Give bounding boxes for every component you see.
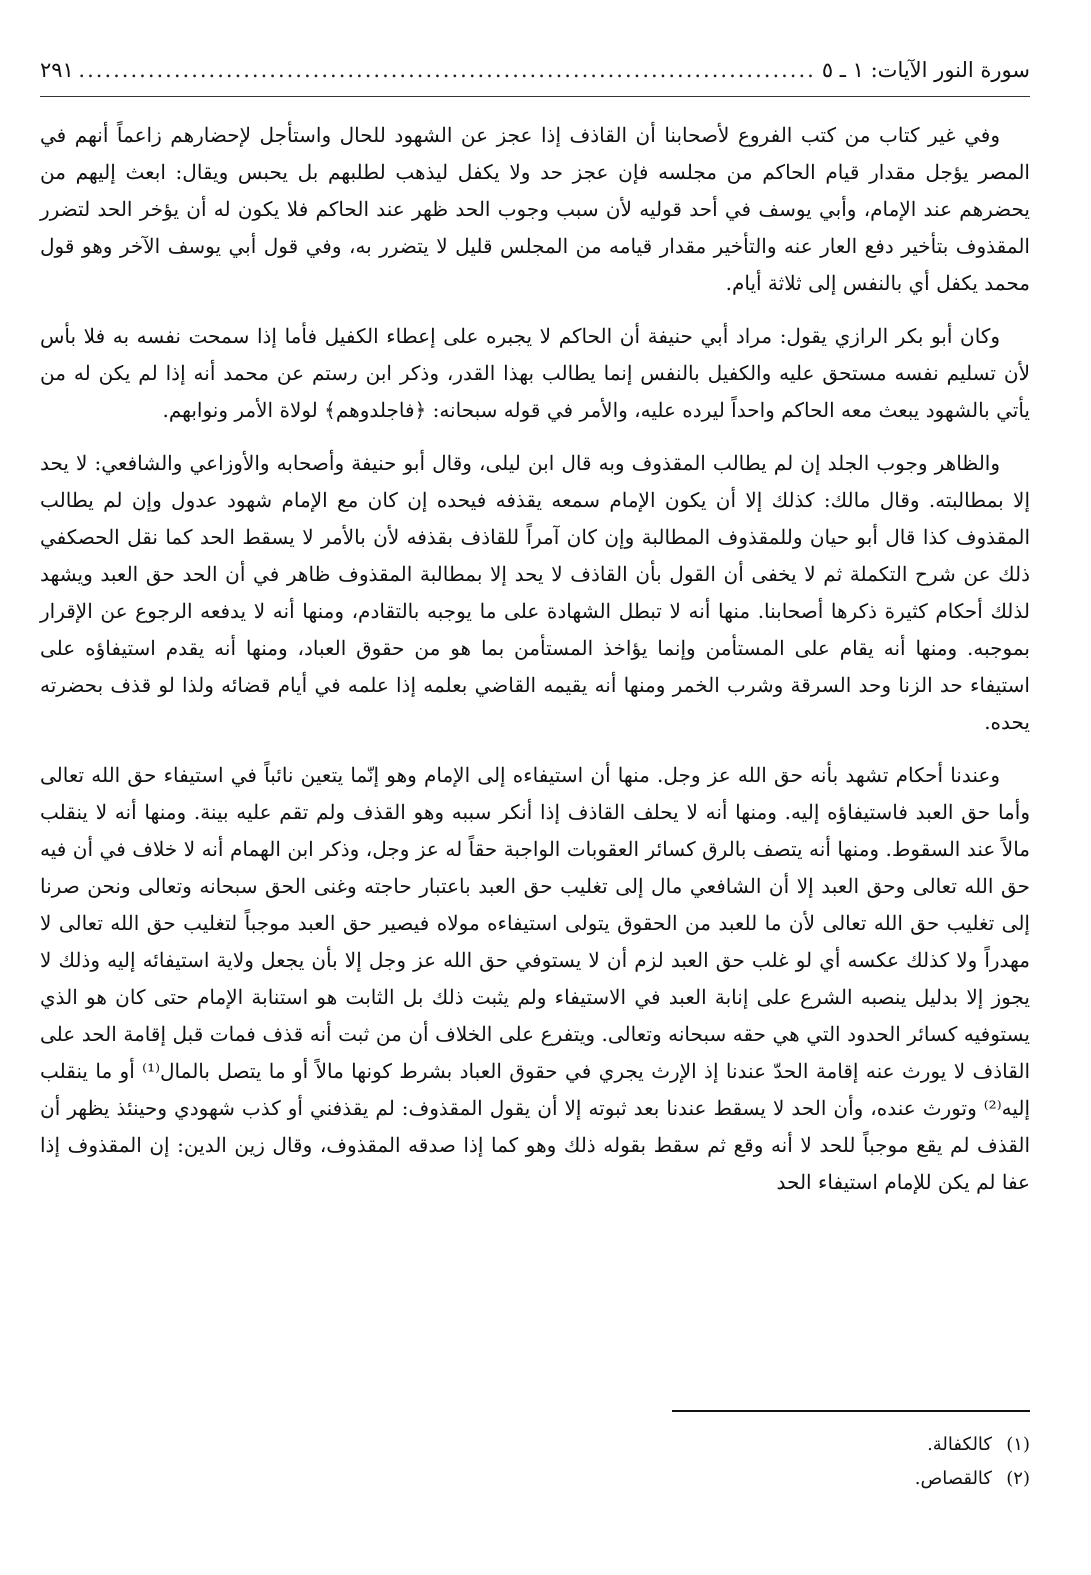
running-header: [40, 58, 1030, 97]
footnote-divider: [672, 1410, 1030, 1412]
footnote-1: [430, 1428, 1030, 1462]
footnote-2-number: (٢): [1006, 1468, 1030, 1489]
main-text: [40, 117, 1030, 1201]
page-number: ٢٩١: [40, 58, 74, 82]
paragraph-4: وعندنا أحكام تشهد بأنه حق الله عز وجل. منها أن استيفاءه إلى الإمام وهو إنّما يتعين نائباً في استيفاء حق الله تعالى وأما حق العبد فاستيفاؤه إليه. ومنها أنه لا يحلف القاذف إذا أنكر سببه وهو القذف ولم تقم عليه بينة. ومنها أنه لا ينقلب مالاً عند السقوط. ومنها أنه يتصف بالرق كسائر العقوبات الواجبة حقاً له عز وجل، وذكر ابن الهمام أنه لا خلاف في أن فيه حق الله تعالى وحق العبد إلا أن الشافعي مال إلى تغليب حق العبد باعتبار حاجته وغنى الحق سبحانه وتعالى ونحن صرنا إلى تغليب حق الله تعالى لأن ما للعبد من الحقوق يتولى استيفاءه مولاه فيصير حق العبد موجباً لتغليب حق الله تعالى لا مهدراً ولا كذلك عكسه أي لو غلب حق العبد لزم أن لا يستوفي حق الله عز وجل إلا بأن يجعل ولاية استيفائه إليه وذلك لا يجوز إلا بدليل ينصبه الشرع على إنابة العبد في الاستيفاء ولم يثبت ذلك بل الثابت هو استنابة الإمام حتى كان هو الذي يستوفيه كسائر الحدود التي هي حقه سبحانه وتعالى. ويتفرع على الخلاف أن من ثبت أنه قذف فمات قبل إقامة الحد على القاذف لا يورث عنه إقامة الحدّ عندنا إذ الإرث يجري في حقوق العباد بشرط كونها مالاً أو ما يتصل بالمال⁽¹⁾ أو ما ينقلب إليه⁽²⁾ وتورث عنده، وأن الحد لا يسقط عندنا بعد ثبوته إلا أن يقول المقذوف: لم يقذفني أو كذب شهودي وحينئذ يظهر أن القذف لم يقع موجباً للحد لا أنه وقع ثم سقط بقوله ذلك وهو كما إذا صدقه المقذوف، وقال زين الدين: إن المقذوف إذا عفا لم يكن للإمام استيفاء الحد: [40, 763, 1031, 1194]
paragraph-1: وفي غير كتاب من كتب الفروع لأصحابنا أن القاذف إذا عجز عن الشهود للحال واستأجل لإحضارهم زاعماً أنهم في المصر يؤجل مقدار قيام الحاكم من مجلسه فإن عجز حد ولا يكفل ليذهب لطلبهم بل يحبس ويقال: ابعث إليهم من يحضرهم عند الإمام، وأبي يوسف في أحد قوليه لأن سبب وجوب الحد ظهر عند الحاكم فلا يكون له أن يؤخر الحد لتضرر المقذوف بتأخير دفع العار عنه والتأخير مقدار قيامه من المجلس قليل لا يتضرر به، وفي قول أبي يوسف الآخر وهو قول محمد يكفل أي بالنفس إلى ثلاثة أيام.: [40, 123, 1030, 295]
header-leader-dots: [80, 58, 816, 83]
footnote-1-text: كالكفالة.: [927, 1434, 992, 1455]
footnotes: [430, 1428, 1030, 1496]
paragraph-2: وكان أبو بكر الرازي يقول: مراد أبي حنيفة أن الحاكم لا يجبره على إعطاء الكفيل فأما إذا سمحت نفسه به فلا بأس لأن تسليم نفسه مستحق عليه والكفيل بالنفس إنما يطالب بهذا القدر، وذكر ابن رستم عن محمد أنه إذا لم يكن له من يأتي بالشهود يبعث معه الحاكم واحداً ليرده عليه، والأمر في قوله سبحانه: ﴿فاجلدوهم﴾ لولاة الأمر ونوابهم.: [40, 324, 1030, 422]
header-title: سورة النور الآيات: ١ ـ ٥: [821, 58, 1030, 82]
footnote-2-text: كالقصاص.: [914, 1468, 992, 1489]
paragraph-3: والظاهر وجوب الجلد إن لم يطالب المقذوف وبه قال ابن ليلى، وقال أبو حنيفة وأصحابه والأوزاعي والشافعي: لا يحد إلا بمطالبته. وقال مالك: كذلك إلا أن يكون الإمام سمعه يقذفه فيحده إن كان مع الإمام شهود عدول وإن لم يطالب المقذوف كذا قال أبو حيان وللمقذوف المطالبة وإن كان آمراً للقاذف بقذفه لأن بالأمر لا يسقط الحد كما نقل الحصكفي ذلك عن شرح التكملة ثم لا يخفى أن القول بأن القاذف لا يحد إلا بمطالبة المقذوف ظاهر في أن الحد حق العبد ويشهد لذلك أحكام كثيرة ذكرها أصحابنا. منها أنه لا تبطل الشهادة على ما يوجبه بالتقادم، ومنها أنه لا يدفعه الرجوع عن الإقرار بموجبه. ومنها أنه يقام على المستأمن وإنما يؤاخذ المستأمن بما هو من حقوق العباد، ومنها أنه يقدم استيفاؤه على استيفاء حد الزنا وحد السرقة وشرب الخمر ومنها أنه يقيمه القاضي بعلمه إذا علمه في أيام قضائه ولذا لو قذف بحضرته يحده.: [40, 451, 1030, 734]
book-page: [40, 58, 1030, 1548]
footnote-1-number: (١): [1006, 1434, 1030, 1455]
footnote-2: [430, 1462, 1030, 1496]
